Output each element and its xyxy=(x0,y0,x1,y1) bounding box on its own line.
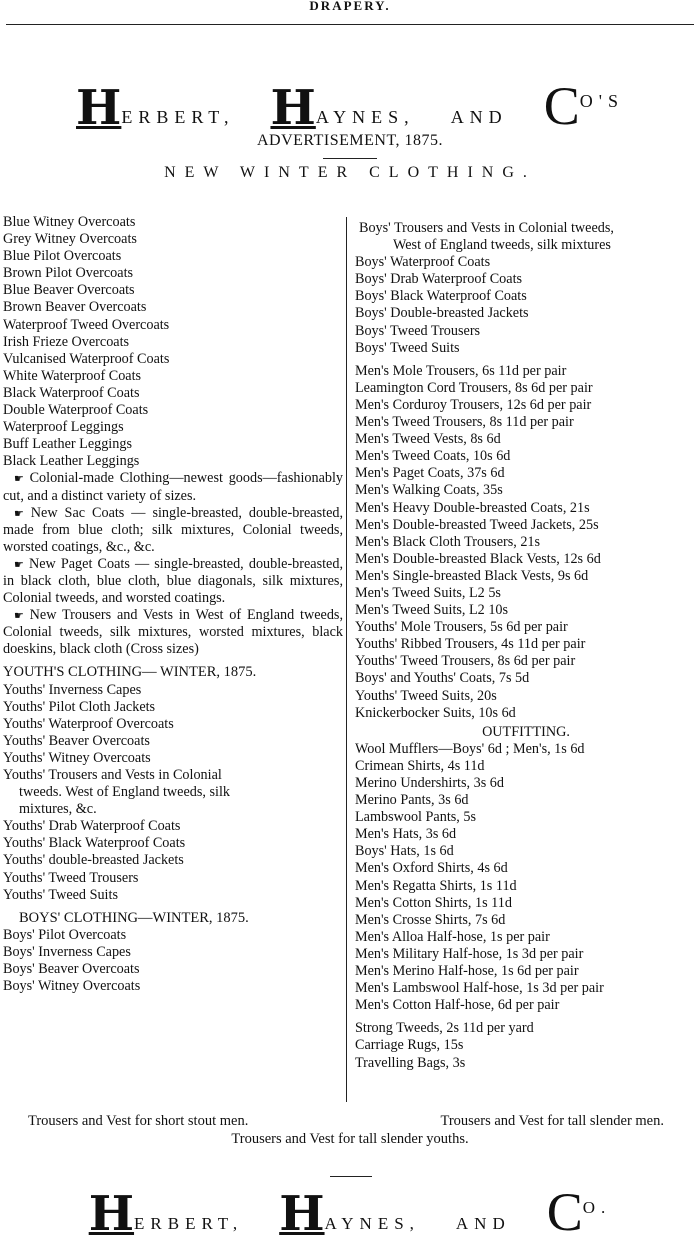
men-overcoat-list xyxy=(3,214,343,470)
list-item: Boys' Tweed Trousers xyxy=(355,322,481,339)
boys-list xyxy=(3,927,343,995)
list-item: Youths' double-breasted Jackets xyxy=(3,852,184,869)
list-item: Buff Leather Leggings xyxy=(3,436,132,453)
list-item: Youths' Pilot Cloth Jackets xyxy=(3,698,156,715)
list-item: Grey Witney Overcoats xyxy=(3,231,137,248)
footer-tall-youths: Trousers and Vest for tall slender youths. xyxy=(231,1131,469,1147)
pointing-hand-icon: ☛ xyxy=(3,506,31,520)
notice-paragraph xyxy=(3,470,343,504)
right-column xyxy=(355,220,697,1072)
pointing-hand-icon: ☛ xyxy=(3,472,30,486)
list-item: Men's Double-breasted Black Vests, 12s 6d xyxy=(355,550,601,567)
list-item: Blue Pilot Overcoats xyxy=(3,248,122,265)
list-item: Youths' Ribbed Trousers, 4s 11d per pair xyxy=(355,636,586,653)
list-item: Boys' Pilot Overcoats xyxy=(3,926,127,943)
list-item: Merino Pants, 3s 6d xyxy=(355,792,469,809)
list-item: Boys' Tweed Suits xyxy=(355,339,460,356)
notice-text: Colonial-made Clothing—newest goods—fashionably cut, and a distinct variety of sizes. xyxy=(3,470,343,504)
boys-heading: BOYS' CLOTHING—WINTER, 1875. xyxy=(19,909,249,926)
list-item: Lambswool Pants, 5s xyxy=(355,809,476,826)
season-heading: NEW WINTER CLOTHING. xyxy=(164,164,536,181)
list-item: Youths' Drab Waterproof Coats xyxy=(3,818,181,835)
list-item: Men's Hats, 3s 6d xyxy=(355,826,457,843)
footer-lines xyxy=(0,1112,700,1148)
running-head: DRAPERY. xyxy=(309,0,391,13)
list-item: Men's Black Cloth Trousers, 21s xyxy=(355,533,541,550)
list-item: Youths' Tweed Trousers xyxy=(3,869,139,886)
footer-short-stout: Trousers and Vest for short stout men. xyxy=(28,1113,249,1129)
boys-right-list xyxy=(355,254,697,357)
youths-trousers-line-3: mixtures, &c. xyxy=(19,801,97,818)
list-item: Carriage Rugs, 15s xyxy=(355,1037,464,1054)
list-item: Travelling Bags, 3s xyxy=(355,1054,466,1071)
outfitting-heading: OUTFITTING. xyxy=(482,723,570,740)
column-divider xyxy=(346,217,347,1102)
list-item: Men's Crosse Shirts, 7s 6d xyxy=(355,911,506,928)
list-item: Men's Paget Coats, 37s 6d xyxy=(355,465,505,482)
list-item: Boys' and Youths' Coats, 7s 5d xyxy=(355,670,530,687)
list-item: Men's Tweed Vests, 8s 6d xyxy=(355,431,501,448)
boys-trousers-line-1: Boys' Trousers and Vests in Colonial tweeds, xyxy=(359,220,614,236)
sundries-list xyxy=(355,1020,697,1071)
notices xyxy=(3,470,343,658)
pointing-hand-icon: ☛ xyxy=(3,609,30,623)
list-item: Boys' Black Waterproof Coats xyxy=(355,288,527,305)
list-item: Merino Undershirts, 3s 6d xyxy=(355,775,504,791)
footer-word-and: AND xyxy=(455,1214,511,1233)
list-item: Waterproof Leggings xyxy=(3,419,124,436)
list-item: Youths' Waterproof Overcoats xyxy=(3,715,174,732)
list-item: Men's Tweed Suits, L2 5s xyxy=(355,584,501,601)
list-item: Men's Alloa Half-hose, 1s per pair xyxy=(355,928,550,945)
list-item: Men's Single-breasted Black Vests, 9s 6d xyxy=(355,567,589,584)
list-item: Men's Corduroy Trousers, 12s 6d per pair xyxy=(355,396,592,413)
list-item: Strong Tweeds, 2s 11d per yard xyxy=(355,1020,534,1037)
list-item: Double Waterproof Coats xyxy=(3,402,149,419)
list-item: Boys' Inverness Capes xyxy=(3,943,131,960)
list-item: Boys' Beaver Overcoats xyxy=(3,961,140,978)
youths-trousers-line-2: tweeds. West of England tweeds, silk xyxy=(19,784,230,801)
list-item: Youths' Black Waterproof Coats xyxy=(3,835,186,852)
firm-word-cos: O'S xyxy=(579,91,624,111)
footer-initial-h2: H xyxy=(279,1186,325,1242)
footer-word-herbert: ERBERT, xyxy=(134,1214,244,1233)
notice-text: New Paget Coats — single-breasted, double-breasted, in black cloth, blue cloth, blue diagonals, silk mixtures, Colonial tweeds, and worsted coatings. xyxy=(3,555,343,607)
list-item: Youths' Tweed Trousers, 8s 6d per pair xyxy=(355,653,576,670)
list-item: Men's Lambswool Half-hose, 1s 3d per pair xyxy=(355,980,604,997)
list-item: Men's Regatta Shirts, 1s 11d xyxy=(355,877,517,894)
youths-trousers-line-1: Youths' Trousers and Vests in Colonial xyxy=(3,767,222,783)
notice-paragraph xyxy=(3,505,343,556)
list-item: Youths' Inverness Capes xyxy=(3,681,142,698)
firm-word-haynes: AYNES, xyxy=(315,107,415,127)
bottom-rule xyxy=(330,1176,372,1177)
list-item: Men's Tweed Coats, 10s 6d xyxy=(355,448,511,465)
list-item: Crimean Shirts, 4s 11d xyxy=(355,757,485,774)
list-item: Men's Military Half-hose, 1s 3d per pair xyxy=(355,945,584,962)
list-item: Boys' Double-breasted Jackets xyxy=(355,305,529,322)
boys-trousers-line-2: West of England tweeds, silk mixtures xyxy=(393,237,611,254)
notice-paragraph xyxy=(3,607,343,658)
firm-word-herbert: ERBERT, xyxy=(121,107,235,127)
firm-name-footer xyxy=(0,1182,700,1242)
list-item: Youths' Beaver Overcoats xyxy=(3,732,150,749)
youths-list-a xyxy=(3,682,343,767)
youths-list-b xyxy=(3,818,343,903)
list-item: Men's Walking Coats, 35s xyxy=(355,482,503,499)
list-item: Wool Mufflers—Boys' 6d ; Men's, 1s 6d xyxy=(355,740,585,757)
outfitting-list xyxy=(355,741,697,1015)
list-item: Knickerbocker Suits, 10s 6d xyxy=(355,704,516,721)
list-item: Men's Cotton Half-hose, 6d per pair xyxy=(355,997,560,1014)
pointing-hand-icon: ☛ xyxy=(3,557,29,571)
list-item: Men's Oxford Shirts, 4s 6d xyxy=(355,860,508,877)
list-item: Men's Double-breasted Tweed Jackets, 25s xyxy=(355,516,599,533)
list-item: Vulcanised Waterproof Coats xyxy=(3,350,170,367)
left-column xyxy=(3,214,343,995)
footer-initial-h1: H xyxy=(88,1186,135,1242)
firm-name-header xyxy=(0,76,700,136)
notice-paragraph xyxy=(3,556,343,607)
list-item: Men's Heavy Double-breasted Coats, 21s xyxy=(355,499,590,516)
firm-initial-h1: H xyxy=(76,80,122,136)
list-item: Men's Tweed Trousers, 8s 11d per pair xyxy=(355,414,574,431)
list-item: Waterproof Tweed Overcoats xyxy=(3,316,170,333)
footer-word-haynes: AYNES, xyxy=(324,1214,420,1233)
list-item: Men's Merino Half-hose, 1s 6d per pair xyxy=(355,963,579,980)
list-item: Men's Cotton Shirts, 1s 11d xyxy=(355,894,512,911)
men-price-list xyxy=(355,363,697,722)
list-item: Blue Beaver Overcoats xyxy=(3,282,135,299)
list-item: Black Leather Leggings xyxy=(3,453,140,470)
list-item: Blue Witney Overcoats xyxy=(3,214,136,230)
list-item: White Waterproof Coats xyxy=(3,367,142,384)
firm-word-and: AND xyxy=(450,107,508,127)
firm-initial-c: C xyxy=(543,76,580,136)
list-item: Youths' Tweed Suits, 20s xyxy=(355,687,497,704)
list-item: Boys' Hats, 1s 6d xyxy=(355,843,454,860)
list-item: Youths' Mole Trousers, 5s 6d per pair xyxy=(355,619,568,636)
list-item: Men's Mole Trousers, 6s 11d per pair xyxy=(355,362,567,379)
firm-initial-h2: H xyxy=(270,80,316,136)
top-rule xyxy=(6,24,694,25)
list-item: Boys' Witney Overcoats xyxy=(3,978,141,995)
footer-initial-c: C xyxy=(546,1182,583,1242)
list-item: Leamington Cord Trousers, 8s 6d per pair xyxy=(355,379,593,396)
list-item: Boys' Waterproof Coats xyxy=(355,254,491,271)
list-item: Youths' Tweed Suits xyxy=(3,886,118,903)
list-item: Brown Pilot Overcoats xyxy=(3,265,134,282)
advertisement-heading: ADVERTISEMENT, 1875. xyxy=(256,132,444,149)
list-item: Youths' Witney Overcoats xyxy=(3,749,151,766)
notice-text: New Sac Coats — single-breasted, double-breasted, made from blue cloth; silk mixtures, Colonial tweeds, worsted coatings, &c., &c. xyxy=(3,504,344,555)
list-item: Boys' Drab Waterproof Coats xyxy=(355,271,523,288)
footer-word-o: O. xyxy=(582,1198,612,1217)
list-item: Black Waterproof Coats xyxy=(3,384,140,401)
list-item: Irish Frieze Overcoats xyxy=(3,333,130,350)
youths-heading: YOUTH'S CLOTHING— WINTER, 1875. xyxy=(3,664,257,681)
heading-rule xyxy=(323,158,377,159)
list-item: Men's Tweed Suits, L2 10s xyxy=(355,602,509,619)
footer-tall-men: Trousers and Vest for tall slender men. xyxy=(440,1113,664,1129)
list-item: Brown Beaver Overcoats xyxy=(3,299,147,316)
notice-text: New Trousers and Vests in West of England tweeds, Colonial tweeds, silk mixtures, worsted mixtures, black doeskins, black cloth (Cross sizes) xyxy=(3,607,344,658)
